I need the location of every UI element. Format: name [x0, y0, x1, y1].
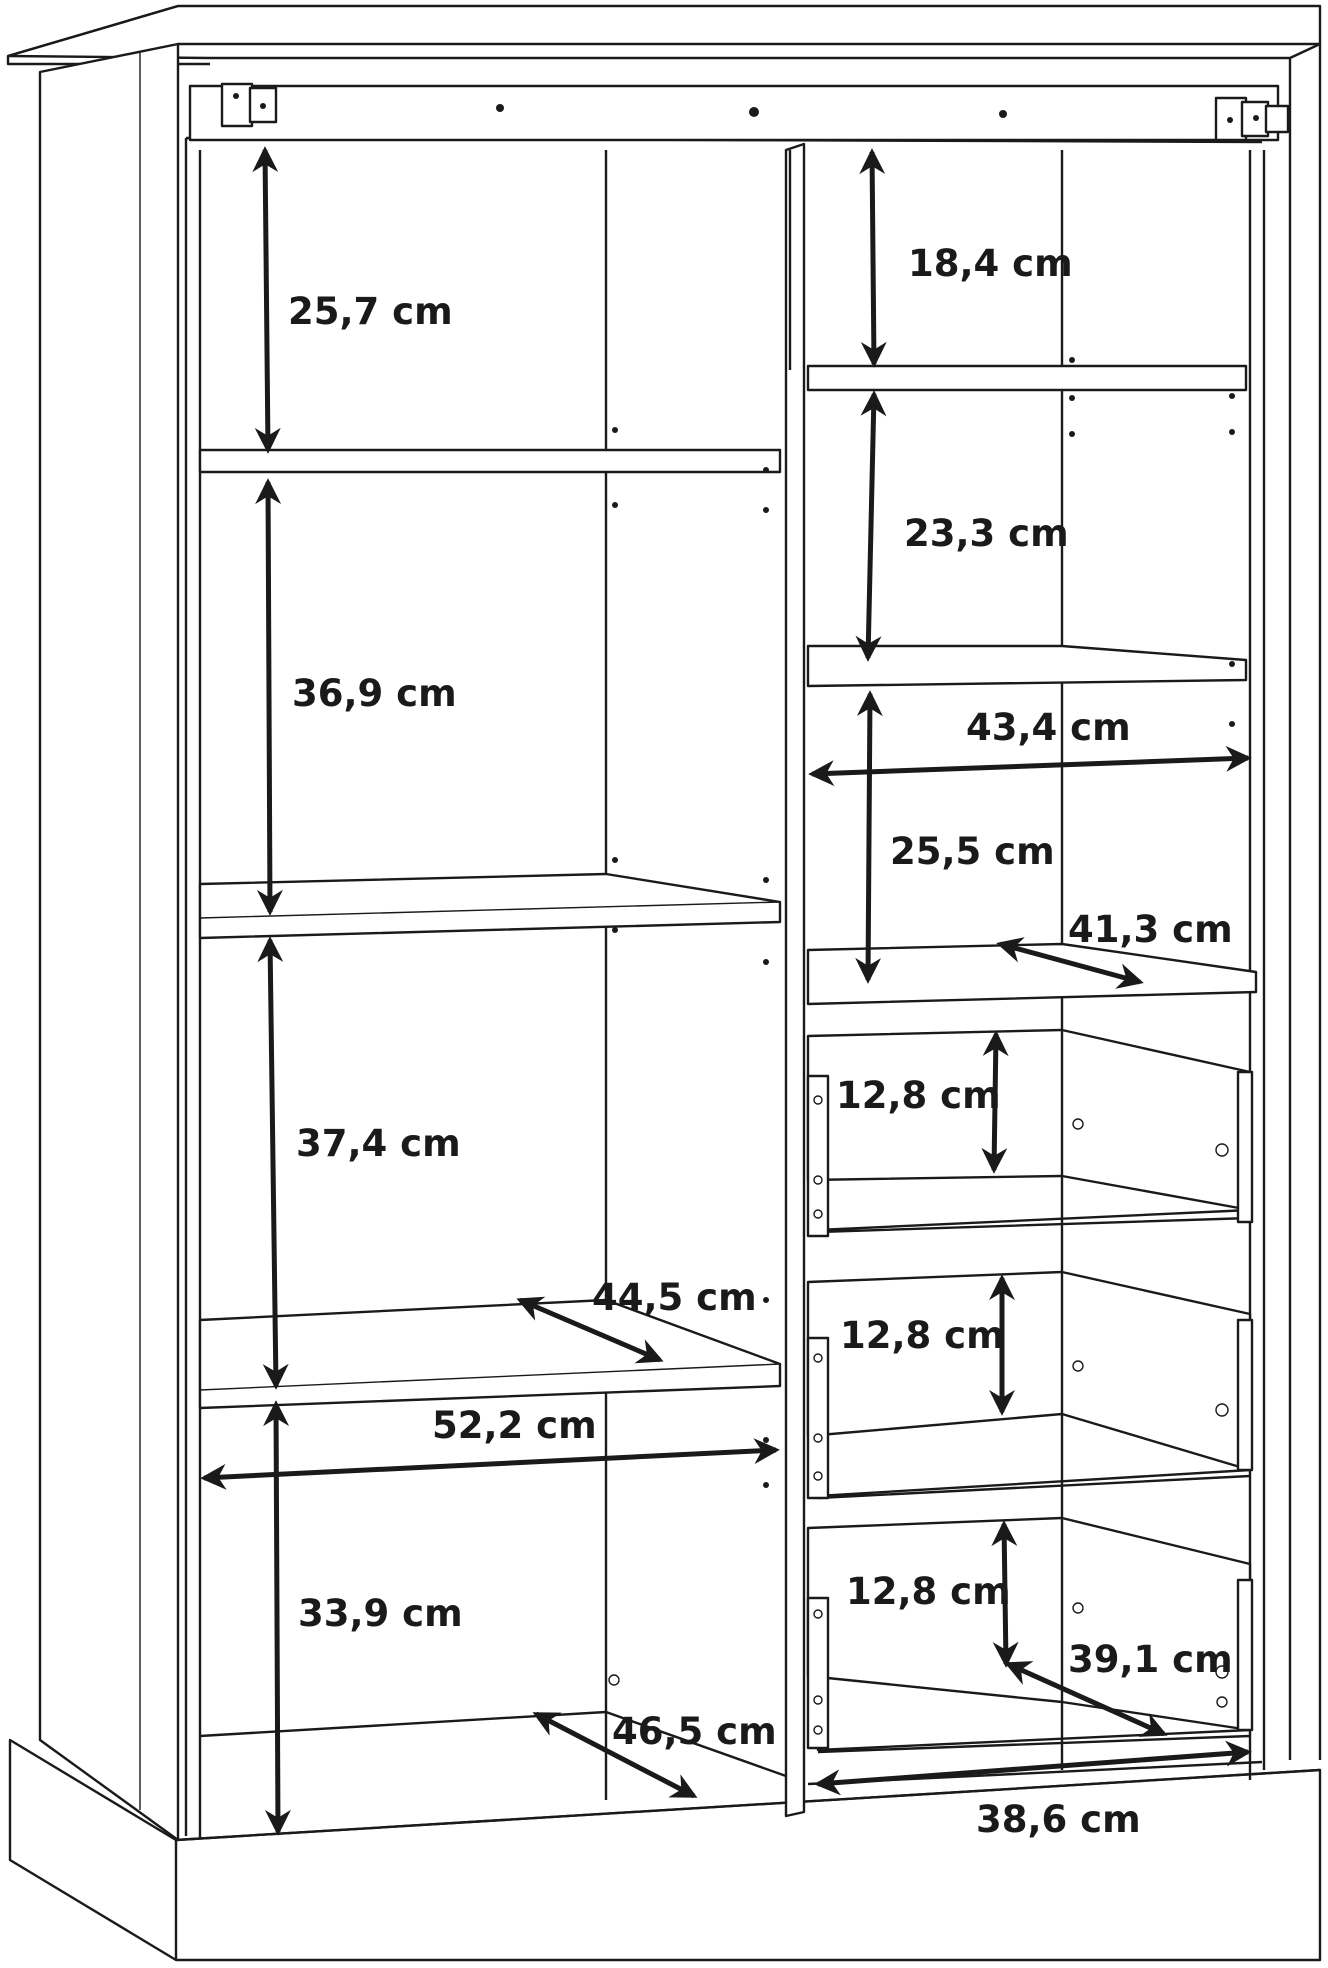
label-drawer-2-height: 12,8 cm [840, 1314, 1005, 1357]
label-left-compartment-3-height: 37,4 cm [296, 1122, 461, 1165]
label-left-compartment-1-height: 25,7 cm [288, 290, 453, 333]
arrow-right-width [812, 758, 1248, 774]
label-right-compartment-3-height: 25,5 cm [890, 830, 1055, 873]
arrow-right-h1 [872, 152, 874, 364]
label-left-inner-width: 52,2 cm [432, 1404, 597, 1447]
center-divider [786, 144, 804, 1816]
label-left-compartment-4-height: 33,9 cm [298, 1592, 463, 1635]
label-drawer-3-height: 12,8 cm [846, 1570, 1011, 1613]
left-shelf-2 [200, 874, 780, 938]
arrow-right-h3 [868, 694, 870, 980]
arrow-left-h2 [268, 482, 270, 912]
left-shelf-1 [200, 450, 780, 472]
right-shelf-2 [808, 646, 1246, 686]
arrow-left-width [204, 1450, 776, 1478]
rail-screw-1 [496, 104, 504, 112]
label-drawer-1-height: 12,8 cm [836, 1074, 1001, 1117]
top-slab [8, 6, 1320, 58]
arrow-right-h2 [868, 394, 874, 658]
plinth [10, 1740, 1320, 1960]
label-right-compartment-2-height: 23,3 cm [904, 512, 1069, 555]
left-side-panel [40, 44, 178, 1840]
label-right-compartment-1-height: 18,4 cm [908, 242, 1073, 285]
arrow-left-h4 [276, 1404, 278, 1832]
label-left-shelf-depth: 44,5 cm [592, 1276, 757, 1319]
label-left-bottom-depth: 46,5 cm [612, 1710, 777, 1753]
rail-screw-3 [999, 110, 1007, 118]
label-drawer-depth: 39,1 cm [1068, 1638, 1233, 1681]
label-right-shelf-depth: 41,3 cm [1068, 908, 1233, 951]
right-shelf-1 [808, 366, 1246, 390]
label-drawer-width: 38,6 cm [976, 1798, 1141, 1841]
drawer-2 [808, 1272, 1252, 1498]
drawer-1 [808, 1030, 1252, 1236]
hinge-left-icon [222, 84, 276, 126]
top-rail [190, 86, 1278, 140]
rail-screw-2 [749, 107, 759, 117]
right-side-panel [1264, 44, 1320, 1770]
label-right-inner-width: 43,4 cm [966, 706, 1131, 749]
arrow-left-h1 [265, 150, 268, 450]
label-left-compartment-2-height: 36,9 cm [292, 672, 457, 715]
